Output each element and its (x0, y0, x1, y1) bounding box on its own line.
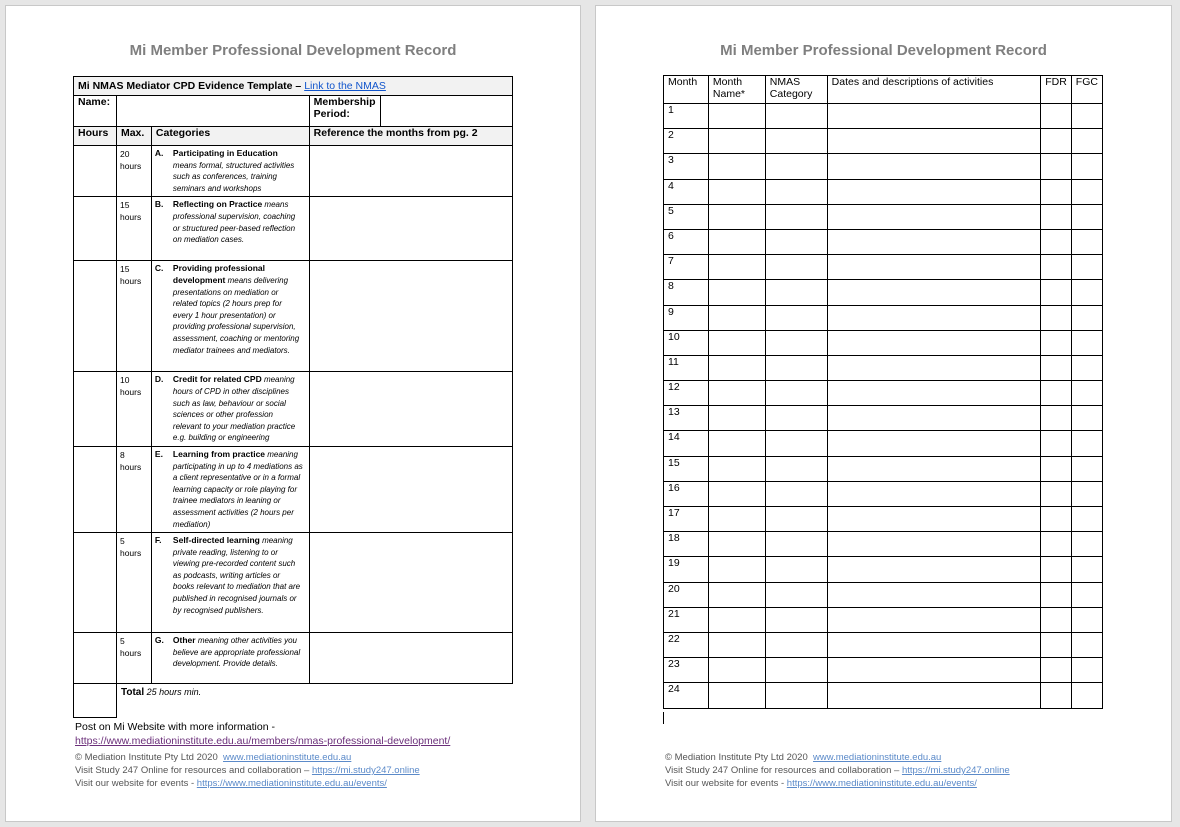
month-name-cell[interactable] (708, 104, 765, 129)
category-cell (151, 372, 309, 447)
reference-cell[interactable] (309, 146, 512, 197)
nmas-category-cell[interactable] (765, 129, 827, 154)
nmas-category-cell[interactable] (765, 632, 827, 657)
study-link[interactable]: https://mi.study247.online (311, 765, 420, 776)
month-name-cell[interactable] (708, 381, 765, 406)
max-cell: 15 hours (116, 261, 151, 372)
hours-cell[interactable] (74, 446, 117, 532)
activities-cell[interactable] (827, 557, 1041, 582)
activities-cell[interactable] (827, 305, 1041, 330)
fdr-cell[interactable] (1041, 255, 1072, 280)
hours-cell[interactable] (74, 146, 117, 197)
month-number-cell: 24 (664, 683, 709, 708)
month-rows (664, 104, 1103, 709)
fdr-cell[interactable] (1041, 658, 1072, 683)
activities-cell[interactable] (827, 456, 1041, 481)
month-name-cell[interactable] (708, 179, 765, 204)
month-name-cell[interactable] (708, 431, 765, 456)
month-row (664, 330, 1103, 355)
fdr-cell[interactable] (1041, 104, 1072, 129)
category-cell (151, 533, 309, 633)
max-cell: 15 hours (116, 197, 151, 261)
fdr-cell[interactable] (1041, 229, 1072, 254)
month-row (664, 507, 1103, 532)
max-cell: 5 hours (116, 633, 151, 684)
month-number-cell: 15 (664, 456, 709, 481)
month-number-cell: 19 (664, 557, 709, 582)
nmas-category-cell[interactable] (765, 255, 827, 280)
fgc-cell[interactable] (1071, 330, 1102, 355)
activities-cell[interactable] (827, 658, 1041, 683)
study-text: Visit Study 247 Online for resources and collaboration – (75, 765, 312, 776)
fgc-cell[interactable] (1071, 406, 1102, 431)
fdr-cell[interactable] (1041, 507, 1072, 532)
fdr-cell[interactable] (1041, 154, 1072, 179)
copyright-link[interactable]: www.mediationinstitute.edu.au (223, 752, 352, 763)
reference-cell[interactable] (309, 446, 512, 532)
activities-cell[interactable] (827, 481, 1041, 506)
category-letter: B. (154, 199, 164, 210)
month-name-cell[interactable] (708, 154, 765, 179)
hours-cell[interactable] (74, 633, 117, 684)
study-text: Visit Study 247 Online for resources and collaboration – (665, 765, 902, 776)
month-header: Month (664, 76, 709, 104)
name-field[interactable] (116, 96, 309, 127)
fdr-cell[interactable] (1041, 607, 1072, 632)
fdr-cell[interactable] (1041, 204, 1072, 229)
monthly-record-table (663, 75, 1103, 709)
month-row (664, 456, 1103, 481)
month-number-cell: 18 (664, 532, 709, 557)
month-name-cell[interactable] (708, 280, 765, 305)
total-note: 25 hours min. (144, 687, 202, 698)
category-letter: G. (154, 635, 164, 646)
fgc-cell[interactable] (1071, 557, 1102, 582)
fgc-cell[interactable] (1071, 179, 1102, 204)
month-name-cell[interactable] (708, 532, 765, 557)
month-row (664, 557, 1103, 582)
month-name-cell[interactable] (708, 557, 765, 582)
nmas-category-cell[interactable] (765, 305, 827, 330)
month-name-cell[interactable] (708, 129, 765, 154)
activities-cell[interactable] (827, 683, 1041, 708)
fgc-cell[interactable] (1071, 129, 1102, 154)
month-row (664, 305, 1103, 330)
month-name-cell[interactable] (708, 582, 765, 607)
month-name-cell[interactable] (708, 683, 765, 708)
events-text: Visit our website for events - (75, 778, 197, 789)
nmas-link[interactable]: Link to the NMAS (304, 80, 386, 92)
fgc-cell[interactable] (1071, 507, 1102, 532)
fgc-cell[interactable] (1071, 658, 1102, 683)
fdr-cell[interactable] (1041, 355, 1072, 380)
cpd-evidence-table (73, 76, 513, 718)
activities-cell[interactable] (827, 129, 1041, 154)
nmas-category-cell[interactable] (765, 355, 827, 380)
post-text: Post on Mi Website with more information - (75, 721, 275, 733)
month-row (664, 481, 1103, 506)
fgc-cell[interactable] (1071, 280, 1102, 305)
activities-cell[interactable] (827, 104, 1041, 129)
category-letter: E. (154, 448, 163, 459)
max-header: Max. (116, 127, 151, 146)
post-info (75, 720, 450, 748)
max-cell: 5 hours (116, 533, 151, 633)
month-name-cell[interactable] (708, 229, 765, 254)
fgc-cell[interactable] (1071, 305, 1102, 330)
month-row (664, 632, 1103, 657)
fdr-cell[interactable] (1041, 431, 1072, 456)
fgc-cell[interactable] (1071, 154, 1102, 179)
name-label: Name: (74, 96, 117, 127)
category-name: Participating in Education (172, 148, 278, 158)
activities-cell[interactable] (827, 632, 1041, 657)
category-letter: F. (154, 535, 162, 546)
fgc-cell[interactable] (1071, 607, 1102, 632)
nmas-category-cell[interactable] (765, 481, 827, 506)
category-name: Reflecting on Practice (172, 199, 263, 210)
month-name-cell[interactable] (708, 204, 765, 229)
month-number-cell: 2 (664, 129, 709, 154)
category-desc: means delivering presentations on mediation or related topics (2 hours prep for every 1 hour presentation) or providing professional supervision, assessment, coaching or mentoring mediator trainees and mediators. (172, 275, 300, 355)
fgc-cell[interactable] (1071, 456, 1102, 481)
month-name-cell[interactable] (708, 255, 765, 280)
template-title: Mi NMAS Mediator CPD Evidence Template – (78, 80, 305, 92)
fgc-cell[interactable] (1071, 104, 1102, 129)
nmas-category-cell[interactable] (765, 280, 827, 305)
fdr-cell[interactable] (1041, 406, 1072, 431)
fdr-cell[interactable] (1041, 481, 1072, 506)
max-cell: 10 hours (116, 372, 151, 447)
nmas-category-cell[interactable] (765, 179, 827, 204)
category-name: Credit for related CPD (172, 374, 262, 385)
category-name: Learning from practice (172, 448, 266, 459)
month-name-cell[interactable] (708, 607, 765, 632)
total-row (116, 684, 512, 718)
copyright-text: © Mediation Institute Pty Ltd 2020 (75, 752, 218, 763)
nmas-category-cell[interactable] (765, 607, 827, 632)
nmas-category-cell[interactable] (765, 456, 827, 481)
fgc-cell[interactable] (1071, 229, 1102, 254)
month-number-cell: 20 (664, 582, 709, 607)
reference-cell[interactable] (309, 197, 512, 261)
fgc-cell[interactable] (1071, 355, 1102, 380)
month-row (664, 431, 1103, 456)
max-cell: 8 hours (116, 446, 151, 532)
nmas-category-header: NMAS Category (765, 76, 827, 104)
activities-cell[interactable] (827, 179, 1041, 204)
category-desc: means professional supervision, coaching or structured peer-based reflection on mediation cases. (172, 200, 296, 245)
category-desc: meaning other activities you believe are appropriate professional development. Provide details. (172, 636, 301, 669)
page-title: Mi Member Professional Development Record (129, 42, 457, 59)
category-cell (151, 261, 309, 372)
activities-header: Dates and descriptions of activities (827, 76, 1041, 104)
activities-cell[interactable] (827, 582, 1041, 607)
month-row (664, 532, 1103, 557)
activities-cell[interactable] (827, 381, 1041, 406)
page-1 (5, 5, 581, 822)
fgc-cell[interactable] (1071, 582, 1102, 607)
events-link[interactable]: https://www.mediationinstitute.edu.au/events/ (786, 778, 977, 789)
month-row (664, 381, 1103, 406)
category-letter: C. (154, 263, 164, 274)
month-number-cell: 10 (664, 330, 709, 355)
category-row (74, 533, 513, 633)
hours-cell[interactable] (74, 261, 117, 372)
activities-cell[interactable] (827, 406, 1041, 431)
month-name-cell[interactable] (708, 456, 765, 481)
hours-cell[interactable] (74, 533, 117, 633)
page-title: Mi Member Professional Development Record (720, 42, 1047, 59)
month-name-cell[interactable] (708, 658, 765, 683)
fdr-cell[interactable] (1041, 456, 1072, 481)
activities-cell[interactable] (827, 229, 1041, 254)
category-row (74, 146, 513, 197)
month-name-cell[interactable] (708, 355, 765, 380)
month-name-cell[interactable] (708, 406, 765, 431)
month-row (664, 683, 1103, 708)
month-number-cell: 6 (664, 229, 709, 254)
max-cell: 20 hours (116, 146, 151, 197)
nmas-category-cell[interactable] (765, 406, 827, 431)
fgc-header: FGC (1071, 76, 1102, 104)
category-row (74, 446, 513, 532)
activities-cell[interactable] (827, 255, 1041, 280)
month-name-cell[interactable] (708, 305, 765, 330)
month-number-cell: 3 (664, 154, 709, 179)
month-number-cell: 7 (664, 255, 709, 280)
month-name-cell[interactable] (708, 632, 765, 657)
month-number-cell: 22 (664, 632, 709, 657)
month-row (664, 406, 1103, 431)
activities-cell[interactable] (827, 532, 1041, 557)
category-desc: meaning participating in up to 4 mediations as a client representative or in a formal learning capacity or role playing for trainee mediators in leaning or assessment activities (2 hours per mediation) (172, 449, 303, 529)
month-row (664, 129, 1103, 154)
nmas-category-cell[interactable] (765, 582, 827, 607)
reference-cell[interactable] (309, 261, 512, 372)
fdr-header: FDR (1041, 76, 1072, 104)
footer (75, 751, 420, 790)
activities-cell[interactable] (827, 330, 1041, 355)
hours-cell[interactable] (74, 197, 117, 261)
month-number-cell: 21 (664, 607, 709, 632)
fdr-cell[interactable] (1041, 305, 1072, 330)
nmas-category-cell[interactable] (765, 330, 827, 355)
reference-header: Reference the months from pg. 2 (309, 127, 512, 146)
month-row (664, 104, 1103, 129)
month-number-cell: 14 (664, 431, 709, 456)
activities-cell[interactable] (827, 431, 1041, 456)
nmas-category-cell[interactable] (765, 658, 827, 683)
fdr-cell[interactable] (1041, 280, 1072, 305)
template-heading (74, 77, 513, 96)
nmas-category-cell[interactable] (765, 532, 827, 557)
activities-cell[interactable] (827, 154, 1041, 179)
month-number-cell: 13 (664, 406, 709, 431)
total-label: Total (120, 687, 145, 699)
month-number-cell: 23 (664, 658, 709, 683)
fdr-cell[interactable] (1041, 179, 1072, 204)
study-link[interactable]: https://mi.study247.online (901, 765, 1010, 776)
nmas-category-cell[interactable] (765, 507, 827, 532)
fdr-cell[interactable] (1041, 129, 1072, 154)
activities-cell[interactable] (827, 280, 1041, 305)
category-row (74, 197, 513, 261)
reference-cell[interactable] (309, 372, 512, 447)
category-name: Other (172, 635, 196, 646)
month-number-cell: 12 (664, 381, 709, 406)
fgc-cell[interactable] (1071, 632, 1102, 657)
category-cell (151, 633, 309, 684)
hours-header: Hours (74, 127, 117, 146)
fdr-cell[interactable] (1041, 632, 1072, 657)
table-end-line (663, 712, 664, 724)
fdr-cell[interactable] (1041, 557, 1072, 582)
activities-cell[interactable] (827, 355, 1041, 380)
page-2 (595, 5, 1172, 822)
reference-cell[interactable] (309, 533, 512, 633)
fgc-cell[interactable] (1071, 204, 1102, 229)
category-name: Providing professional development (172, 263, 266, 285)
events-link[interactable]: https://www.mediationinstitute.edu.au/events/ (196, 778, 387, 789)
month-row (664, 229, 1103, 254)
category-desc: means formal, structured activities such as conferences, training seminars and workshops (172, 160, 295, 193)
fdr-cell[interactable] (1041, 381, 1072, 406)
month-row (664, 582, 1103, 607)
fgc-cell[interactable] (1071, 381, 1102, 406)
category-desc: meaning hours of CPD in other disciplines such as law, behaviour or social sciences or other profession relevant to your mediation practice e.g. building or engineering (172, 375, 296, 443)
category-cell (151, 197, 309, 261)
fgc-cell[interactable] (1071, 683, 1102, 708)
membership-label: Membership Period: (309, 96, 380, 127)
nmas-category-cell[interactable] (765, 683, 827, 708)
fdr-cell[interactable] (1041, 532, 1072, 557)
month-number-cell: 16 (664, 481, 709, 506)
month-number-cell: 17 (664, 507, 709, 532)
activities-cell[interactable] (827, 507, 1041, 532)
nmas-category-cell[interactable] (765, 104, 827, 129)
nmas-category-cell[interactable] (765, 204, 827, 229)
fgc-cell[interactable] (1071, 255, 1102, 280)
membership-field[interactable] (380, 96, 512, 127)
month-number-cell: 5 (664, 204, 709, 229)
month-number-cell: 4 (664, 179, 709, 204)
category-row (74, 633, 513, 684)
category-desc: meaning private reading, listening to or viewing pre-recorded content such as podcasts, writing articles or books relevant to mediation that are published in recognised journals or by recognised publishers. (172, 536, 301, 615)
copyright-link[interactable]: www.mediationinstitute.edu.au (813, 752, 942, 763)
nmas-category-cell[interactable] (765, 557, 827, 582)
nmas-category-cell[interactable] (765, 431, 827, 456)
category-cell (151, 146, 309, 197)
month-row (664, 607, 1103, 632)
footer (665, 751, 1010, 790)
nmas-category-cell[interactable] (765, 381, 827, 406)
category-row (74, 261, 513, 372)
events-text: Visit our website for events - (665, 778, 787, 789)
activities-cell[interactable] (827, 607, 1041, 632)
nmas-category-cell[interactable] (765, 154, 827, 179)
category-letter: D. (154, 374, 164, 385)
month-row (664, 280, 1103, 305)
category-name: Self-directed learning (172, 535, 260, 546)
total-hours-cell[interactable] (74, 684, 117, 718)
copyright-text: © Mediation Institute Pty Ltd 2020 (665, 752, 808, 763)
reference-cell[interactable] (309, 633, 512, 684)
month-number-cell: 9 (664, 305, 709, 330)
month-row (664, 154, 1103, 179)
fdr-cell[interactable] (1041, 582, 1072, 607)
fgc-cell[interactable] (1071, 431, 1102, 456)
month-number-cell: 8 (664, 280, 709, 305)
categories-header: Categories (151, 127, 309, 146)
activities-cell[interactable] (827, 204, 1041, 229)
month-name-cell[interactable] (708, 507, 765, 532)
hours-cell[interactable] (74, 372, 117, 447)
month-row (664, 204, 1103, 229)
month-number-cell: 1 (664, 104, 709, 129)
month-row (664, 255, 1103, 280)
month-row (664, 355, 1103, 380)
month-name-header: Month Name* (708, 76, 765, 104)
post-link[interactable]: https://www.mediationinstitute.edu.au/members/nmas-professional-development/ (75, 735, 451, 747)
month-name-cell[interactable] (708, 330, 765, 355)
month-number-cell: 11 (664, 355, 709, 380)
fgc-cell[interactable] (1071, 481, 1102, 506)
category-cell (151, 446, 309, 532)
category-row (74, 372, 513, 447)
month-name-cell[interactable] (708, 481, 765, 506)
fdr-cell[interactable] (1041, 683, 1072, 708)
fgc-cell[interactable] (1071, 532, 1102, 557)
nmas-category-cell[interactable] (765, 229, 827, 254)
month-row (664, 658, 1103, 683)
category-letter: A. (154, 148, 164, 158)
fdr-cell[interactable] (1041, 330, 1072, 355)
month-row (664, 179, 1103, 204)
